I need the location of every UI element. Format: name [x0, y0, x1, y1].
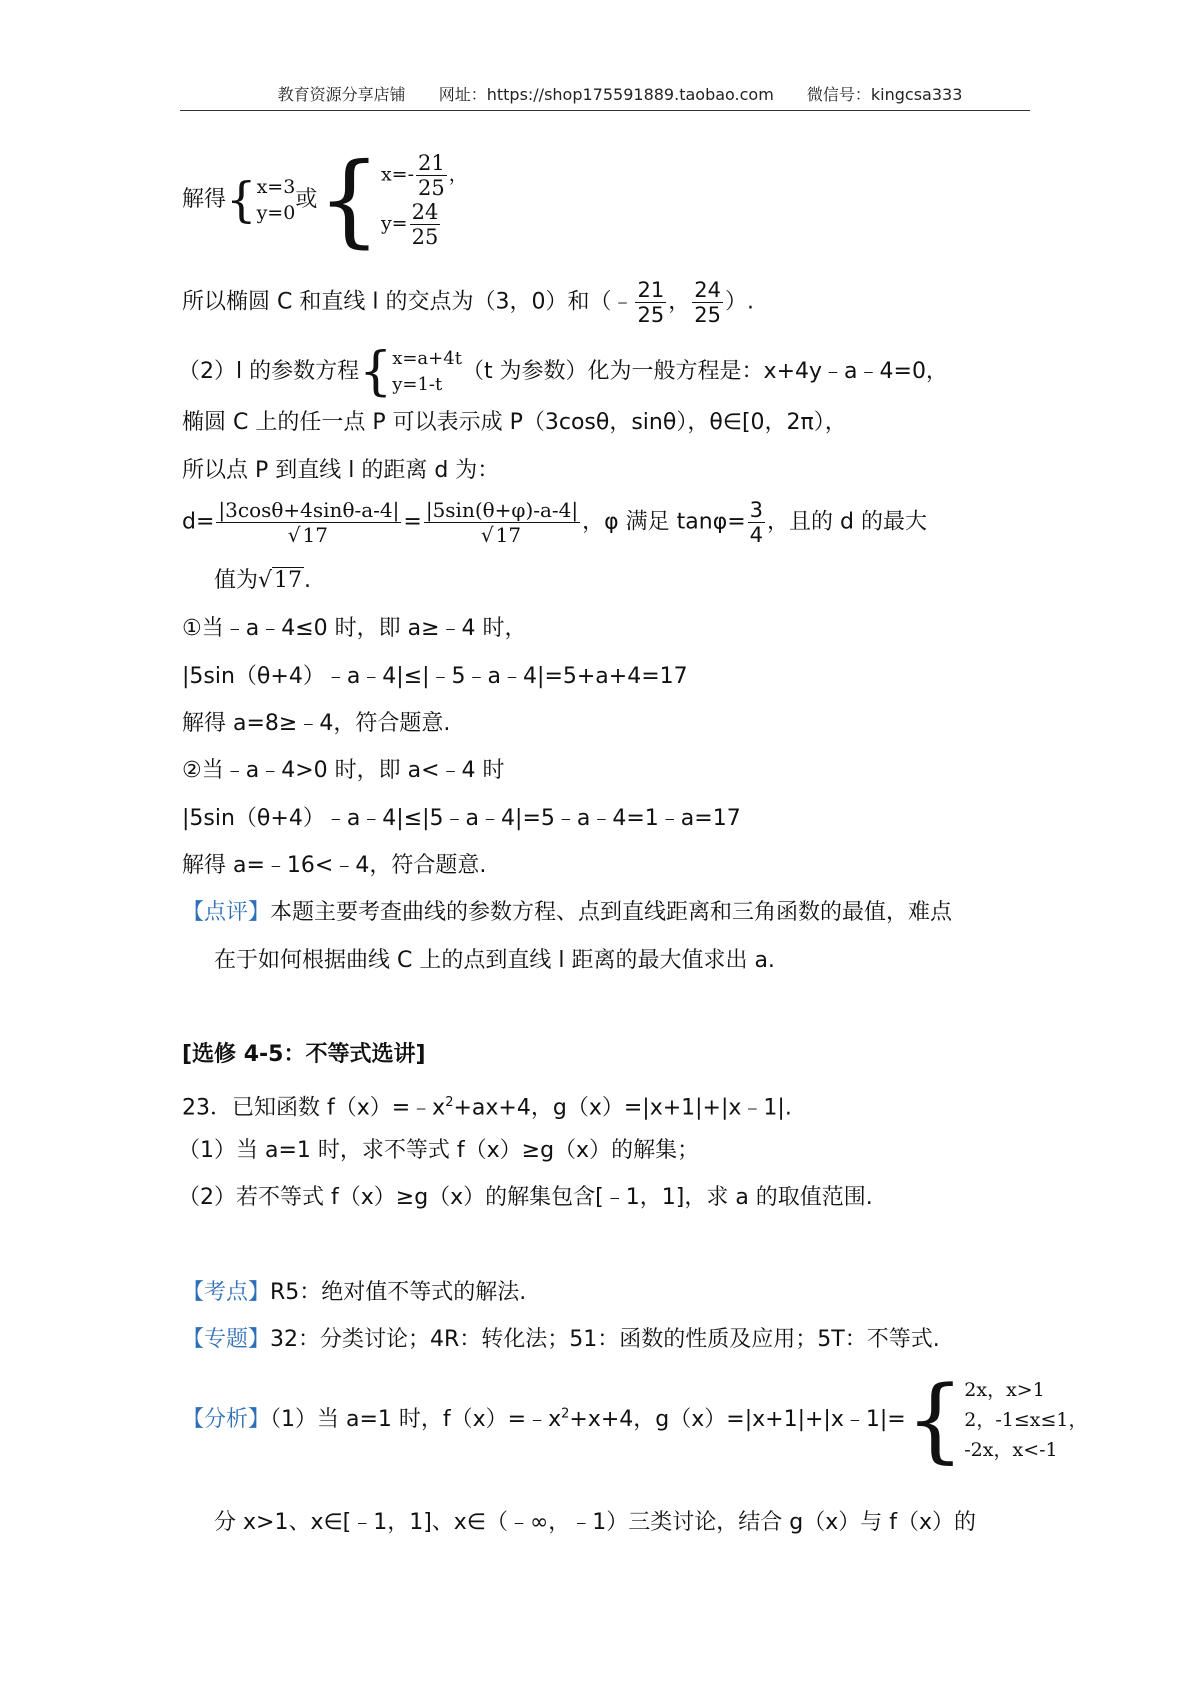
sqrt: √17 [258, 568, 303, 593]
wechat-id: 微信号：kingcsa333 [806, 85, 963, 104]
header-divider [180, 110, 1030, 111]
text: = [403, 509, 422, 535]
tag: 【专题】 [182, 1327, 271, 1352]
fraction [424, 498, 580, 547]
fraction [410, 200, 441, 249]
fraction [416, 151, 447, 200]
fraction [635, 278, 666, 327]
param-system [392, 346, 462, 398]
text: 23．已知函数 f（x）=﹣x [182, 1095, 446, 1121]
numerator: 3 [749, 498, 764, 522]
text-line [182, 278, 754, 327]
radicand: 17 [302, 523, 328, 547]
shop-name: 教育资源分享店铺 [277, 85, 406, 104]
text: 32：分类讨论；4R：转化法；51：函数的性质及应用；5T：不等式. [270, 1327, 940, 1352]
shop-url: 网址：https://shop175591889.taobao.com [438, 85, 774, 104]
brace: { [226, 172, 257, 228]
case: 2x，x>1 [964, 1379, 1045, 1401]
analysis-line [182, 1366, 1088, 1473]
text: 所以椭圆 C 和直线 l 的交点为（3，0）和（﹣ [182, 289, 634, 315]
numerator: |3cosθ+4sinθ-a-4| [218, 498, 400, 522]
eq: y=1-t [392, 374, 443, 395]
text-line: 分 x>1、x∈[﹣1，1]、x∈（﹣∞，﹣1）三类讨论，结合 g（x）与 f（x）的 [214, 1510, 977, 1535]
tag: 【考点】 [182, 1280, 271, 1305]
text: +ax+4，g（x）=|x+1|+|x﹣1|. [453, 1095, 792, 1121]
text: （2）l 的参数方程 [178, 359, 360, 384]
text-line: （2）若不等式 f（x）≥g（x）的解集包含[﹣1，1]，求 a 的取值范围. [178, 1185, 873, 1210]
eq-lhs: y= [380, 212, 408, 235]
piecewise [964, 1375, 1087, 1465]
text-line [214, 566, 311, 596]
page-header [210, 82, 1030, 105]
text: 本题主要考查曲线的参数方程、点到直线距离和三角函数的最值，难点 [270, 900, 953, 925]
brace: { [359, 342, 393, 402]
distance-formula [182, 498, 927, 547]
text-line: 椭圆 C 上的任一点 P 可以表示成 P（3cosθ，sinθ），θ∈[0，2π）， [182, 410, 847, 435]
text: （1）当 a=1 时，f（x）=﹣x [270, 1407, 562, 1432]
fraction [748, 498, 765, 547]
denominator: 25 [694, 303, 721, 327]
text-line: |5sin（θ+4）﹣a﹣4|≤|5﹣a﹣4|=5﹣a﹣4=1﹣a=17 [182, 806, 741, 831]
text: d= [182, 509, 215, 535]
denominator: √ 17 [480, 523, 522, 547]
eq: y=0 [256, 202, 296, 224]
denominator: 25 [637, 303, 665, 327]
text-line: ①当﹣a﹣4≤0 时，即 a≥﹣4 时， [182, 616, 527, 641]
eq [381, 151, 468, 200]
text: 值为 [214, 568, 259, 593]
radicand: 17 [274, 568, 303, 593]
text: 解得 [182, 187, 227, 212]
text: （t 为参数）化为一般方程是：x+4y﹣a﹣4=0， [461, 359, 948, 384]
numerator: |5sin(θ+φ)-a-4| [425, 498, 579, 522]
text: ，且的 d 的最大 [767, 509, 927, 535]
case: -2x，x<-1 [964, 1439, 1058, 1461]
knowledge-point [182, 1278, 526, 1308]
text: ）. [724, 289, 754, 315]
text-line: （1）当 a=1 时，求不等式 f（x）≥g（x）的解集； [178, 1138, 700, 1163]
case: 2，-1≤x≤1， [964, 1409, 1088, 1431]
numerator: 24 [411, 200, 439, 224]
text-line: 在于如何根据曲线 C 上的点到直线 l 距离的最大值求出 a. [214, 948, 775, 973]
topic-line [182, 1325, 940, 1355]
section-title: [选修 4-5：不等式选讲] [182, 1042, 426, 1067]
denominator: 4 [749, 523, 764, 547]
denominator: 25 [418, 176, 445, 200]
system-1 [257, 174, 296, 226]
exponent: 2 [561, 1406, 570, 1422]
eq [381, 200, 468, 249]
eq-lhs: x=- [380, 163, 415, 186]
text-line [178, 342, 948, 402]
text-line: 解得 a=﹣16<﹣4，符合题意. [182, 853, 487, 878]
fraction [692, 278, 723, 327]
text-line: 解得 a=8≥﹣4，符合题意. [182, 711, 451, 736]
comment-line [182, 898, 952, 928]
numerator: 21 [418, 151, 445, 175]
tag: 【分析】 [182, 1407, 271, 1432]
problem-statement [182, 1088, 792, 1123]
solution-line [182, 141, 468, 258]
denominator: 25 [411, 225, 439, 249]
text-line: |5sin（θ+4）﹣a﹣4|≤|﹣5﹣a﹣4|=5+a+4=17 [182, 664, 688, 689]
text: . [304, 568, 312, 593]
text-line: ②当﹣a﹣4>0 时，即 a<﹣4 时 [182, 758, 505, 783]
radicand: 17 [495, 523, 522, 547]
system-2 [381, 151, 468, 249]
eq: x=3 [256, 176, 296, 198]
brace: { [905, 1366, 965, 1473]
eq: x=a+4t [392, 348, 462, 369]
numerator: 24 [694, 278, 721, 302]
fraction [216, 498, 401, 547]
comment-tag: 【点评】 [182, 900, 271, 925]
comma: ， [448, 163, 468, 186]
text: ，φ 满足 tanφ= [582, 509, 746, 535]
exponent: 2 [445, 1095, 454, 1110]
denominator: √ 17 [287, 523, 328, 547]
text: +x+4，g（x）=|x+1|+|x﹣1|= [569, 1407, 906, 1432]
numerator: 21 [637, 278, 665, 302]
brace: { [317, 141, 381, 258]
text-line: 所以点 P 到直线 l 的距离 d 为： [182, 458, 500, 483]
text: R5：绝对值不等式的解法. [270, 1280, 527, 1305]
text: ， [668, 289, 691, 315]
text: 或 [295, 187, 318, 212]
